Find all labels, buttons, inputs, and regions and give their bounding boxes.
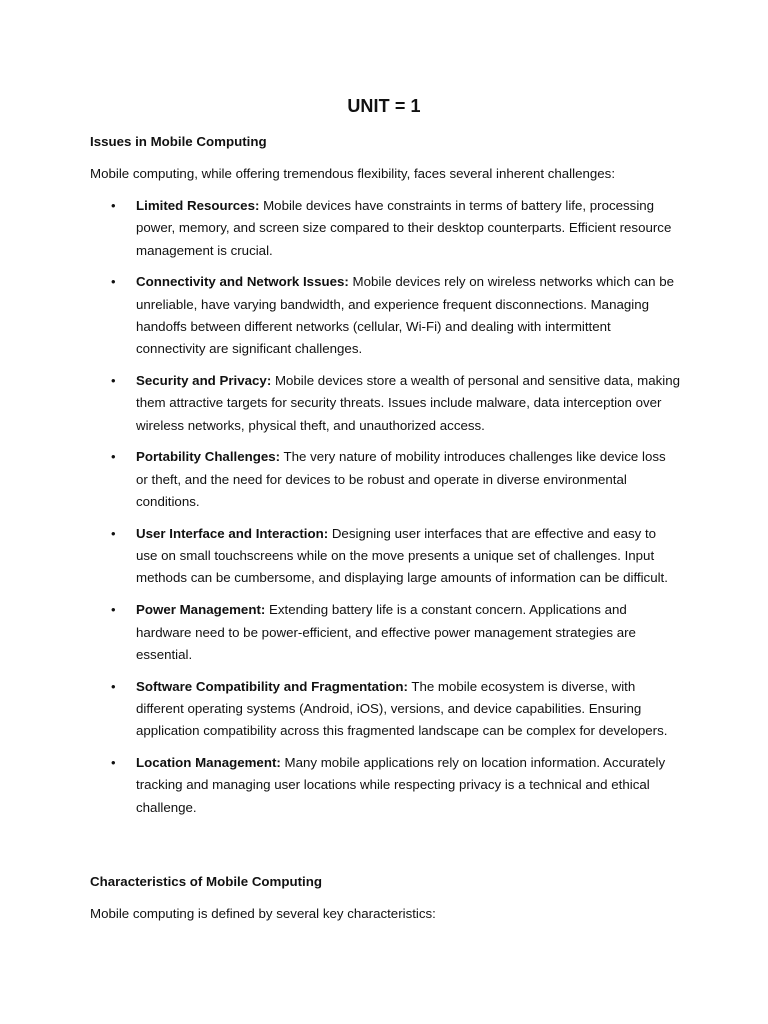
list-item-term: Connectivity and Network Issues: [136,274,349,290]
list-item-term: Software Compatibility and Fragmentation: [136,678,408,694]
list-item-term: Power Management: [136,602,266,618]
list-item-text: Mobile devices store a wealth of personal and sensitive data, making them attractive targets for security threats. Issues include malware, data interception over wireless networks, physical theft, and unauthorized access. [136,373,680,433]
list-item [90,523,680,590]
list-item-term: Portability Challenges: [136,449,281,465]
list-item-text: The mobile ecosystem is diverse, with different operating systems (Android, iOS), versions, and device capabilities. Ensuring application compatibility across this fragmented landscape can be complex for developers. [136,678,668,739]
bullet-icon: • [111,373,116,389]
issues-bullet-list [90,195,680,828]
bullet-icon: • [111,602,116,618]
bullet-icon: • [111,449,116,465]
list-item [90,676,680,743]
list-item [90,446,680,513]
section-heading-issues: Issues in Mobile Computing [90,134,267,149]
bullet-icon: • [111,755,116,771]
section-intro-issues: Mobile computing, while offering tremendous flexibility, faces several inherent challenges: [90,166,616,181]
bullet-icon: • [111,274,116,290]
list-item [90,271,680,360]
list-item [90,599,680,666]
list-item-text: Many mobile applications rely on location information. Accurately tracking and managing user locations while respecting privacy is a technical and ethical challenge. [136,755,666,815]
list-item-text: Mobile devices have constraints in terms of battery life, processing power, memory, and screen size compared to their desktop counterparts. Efficient resource management is crucial. [136,198,672,258]
list-item-text: The very nature of mobility introduces challenges like device loss or theft, and the need for devices to be robust and operate in diverse environmental conditions. [136,449,666,510]
list-item-text: Designing user interfaces that are effective and easy to use on small touchscreens while on the move presents a unique set of challenges. Input methods can be cumbersome, and displaying large amounts of information can be difficult. [136,525,668,586]
list-item [90,370,680,437]
document-title: UNIT = 1 [347,96,421,116]
section-heading-characteristics: Characteristics of Mobile Computing [90,874,322,889]
list-item [90,195,680,262]
list-item [90,752,680,819]
bullet-icon: • [111,198,116,213]
list-item-text: Extending battery life is a constant concern. Applications and hardware need to be power-efficient, and effective power management strategies are essential. [136,602,636,662]
bullet-icon: • [111,525,116,541]
list-item-term: Location Management: [136,755,281,771]
list-item-term: Security and Privacy: [136,373,272,389]
list-item-text: Mobile devices rely on wireless networks which can be unreliable, have varying bandwidth, and experience frequent disconnections. Managing handoffs between different networks (cellular, Wi-Fi) and dealing with intermittent connectivity are significant challenges. [136,274,674,357]
list-item-term: User Interface and Interaction: [136,525,329,541]
section-intro-characteristics: Mobile computing is defined by several key characteristics: [90,906,436,921]
list-item-term: Limited Resources: [136,198,260,213]
bullet-icon: • [111,678,116,694]
